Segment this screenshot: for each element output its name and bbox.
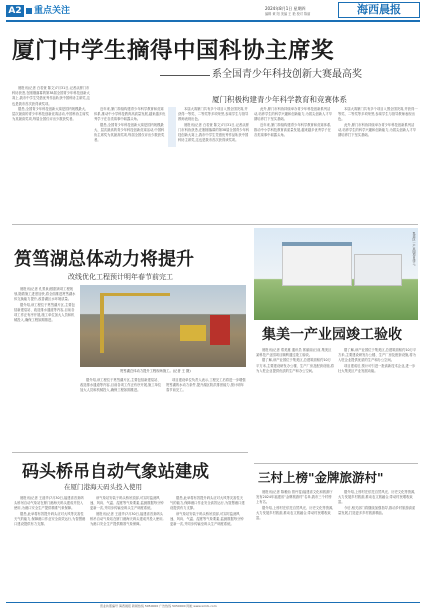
- building-roof-accent: [282, 242, 352, 246]
- footer-info: 营业执照编号 海西晨报 新闻热线 5050000 广告热线 5050000 网址 www.xmrb.com: [100, 604, 217, 608]
- excavator-shape: [180, 325, 206, 341]
- article5-col2: 据介绍,上榜村庄依托自然风光、历史文化等资源,大力发展乡村旅游,推动农文旅融合,带动村民增收致富。 今后,相关部门将继续加强指导,推动乡村旅游高质量发展,打造更多乡村旅游精品。: [338, 490, 416, 515]
- article1-col3: 本届大赛厦门共有多个项目入围全国决赛,并获得一等奖、二等奖等多项荣誉,参赛学生与指导教师表现出色。 晨报讯(记者 白若萱 陈文)7月31日,记者从厦门市科协获悉,在刚刚落幕的第38届全国青少年科技创新大赛上,我市中学生凭借优秀作品斩获中国科协主席奖,这也是我市首次获得该奖项。: [178, 107, 250, 143]
- article3-col1: 晨报讯(记者 王道华)7月30日,福建省首套码头桥吊自动气象站在厦门港海天码头建成并投入使用,为港口安全生产提供精准气象保障。 据悉,此举将有效提升码头应对大风等灾害性天气的能力,保障港口作业安全高效运行,为智慧港口建设提供有力支撑。: [14, 496, 86, 527]
- headline-lake-project: 筼筜湖总体动力将提升: [14, 249, 194, 270]
- date-line: 2024年8月1日 星期四: [265, 6, 306, 11]
- editor-line: 编辑 黄 阳 美编 王 艳 校对 陈丽: [265, 12, 311, 16]
- article2-col2: 据介绍,该工程位于筼筜湖片区,主要包括新建泵站、改造排水通道等内容,目前各项工作正有序开展,施工单位加大人员和机械投入,确保工程如期推进。: [80, 378, 162, 393]
- building-shape-2: [354, 254, 402, 286]
- article4-col2: 据了解,该产业园位于集美区,总建筑面积约10万平方米,主要建设研发办公楼、生产厂房及配套设施,将为入驻企业提供优质的生产和办公空间。 项目建成后,预计可引进一批高新技术企业,进一步壮大集美区产业发展动能。: [338, 348, 417, 373]
- machine-shape: [210, 315, 230, 345]
- article1-col5: 本届大赛厦门共有多个项目入围全国决赛,并获得一等奖、二等奖等多项荣誉,参赛学生与指导教师表现出色。 此外,厦门市科协持续举办青少年科技创新系列活动,培养学生的科学兴趣和创新能力,为拔尖创新人才早期培养打下坚实基础。: [338, 107, 418, 138]
- header-rule: [6, 20, 420, 22]
- photo-caption-lake: 筼筜湖总体动力提升工程现场施工。(记者 王 摄): [120, 369, 191, 373]
- article1-col2: 近年来,厦门持续构建青少年科学教育和竞赛体系,推动中小学科技教育高质量发展,越来越多优秀学子在各类赛事中崭露头角。 据悉,全国青少年科技创新大赛是国内规模最大、层次最高的青少年科技创新竞赛活动,中国科协主席奖为其最高奖项,每届全国仅评出少数获奖者。: [94, 107, 166, 143]
- crane-shape: [100, 293, 104, 353]
- deck-weather-station: 在厦门港海天码头投入使用: [64, 483, 142, 491]
- article1-divider: [12, 224, 418, 225]
- deck2-science-award: 厦门积极构建青少年科学教育和竞赛体系: [212, 95, 347, 104]
- section-marker-icon: [26, 8, 32, 14]
- article1-col4: 此外,厦门市科协持续举办青少年科技创新系列活动,培养学生的科学兴趣和创新能力,为拔尖创新人才早期培养打下坚实基础。 近年来,厦门持续构建青少年科学教育和竞赛体系,推动中小学科技教育高质量发展,越来越多优秀学子在各类赛事中崭露头角。: [254, 107, 332, 138]
- footer-rule: [6, 602, 420, 603]
- deck-rule: [160, 75, 210, 76]
- article5-col1: 晨报讯(记者 陈雅仙 曾丹雯)福建省文化和旅游厅发布2024年福建省“金牌旅游村”名单,我市三个村榜上有名。 据介绍,上榜村庄依托自然风光、历史文化等资源,大力发展乡村旅游,推动农文旅融合,带动村民增收致富。: [256, 490, 334, 521]
- section-title: 重点关注: [34, 6, 71, 16]
- article4-divider: [254, 463, 418, 464]
- article4-col1: 晨报讯(记者 郑美惠 通讯员 郭丽丽)日前,集美区某科技产业园项目顺利通过竣工验收。 据了解,该产业园位于集美区,总建筑面积约10万平方米,主要建设研发办公楼、生产厂房及配套设施,将为入驻企业提供优质的生产和办公空间。: [256, 348, 334, 373]
- photo-industrial-park: [254, 228, 418, 320]
- photo-caption-park: 集美区一产业园项目竣工。: [412, 232, 416, 268]
- article2-col1: 晨报讯(记者 孔景泉)根据该项工程规划,随着施工进度加快,将全面推进筼筜湖水体交换能力提升,改善湖区水环境质量。 据介绍,该工程位于筼筜湖片区,主要包括新建泵站、改造排水通道等内容,目前各项工作正有序开展,施工单位加大人员和机械投入,确保工程如期推进。: [14, 287, 76, 323]
- headline-tourism-villages: 三村上榜"金牌旅游村": [258, 470, 384, 485]
- headline-science-award: 厦门中学生摘得中国科协主席奖: [12, 38, 335, 64]
- building-shape-1: [282, 242, 352, 286]
- article2-col3: 项目建设单位负责人表示,工程完工后将进一步增强筼筜湖的水动力条件,提升湖区防洪排涝能力,预计明年春节前完工。: [166, 378, 246, 393]
- headline-weather-station: 码头桥吊自动气象站建成: [22, 462, 209, 482]
- deck-lake-project: 改线优化工程预计明年春节前完工: [68, 273, 173, 281]
- article1-side-tag: [168, 107, 176, 147]
- photo-lake-construction: [80, 285, 246, 367]
- headline-industrial-park: 集美一产业园竣工验收: [262, 327, 402, 343]
- article3-col3: 据悉,此举将有效提升码头应对大风等灾害性天气的能力,保障港口作业安全高效运行,为智慧港口建设提供有力支撑。 该气象站安装于码头桥吊顶部,可实时监测风速、风向、气温、湿度等气象要素,监测数据每分钟更新一次,并同步传输至码头生产调度系统。: [170, 496, 245, 527]
- article3-col2: 该气象站安装于码头桥吊顶部,可实时监测风速、风向、气温、湿度等气象要素,监测数据每分钟更新一次,并同步传输至码头生产调度系统。 晨报讯(记者 王道华)7月30日,福建省首套码头桥吊自动气象站在厦门港海天码头建成并投入使用,为港口安全生产提供精准气象保障。: [90, 496, 164, 527]
- deck-science-award: 系全国青少年科技创新大赛最高奖: [212, 69, 362, 80]
- newspaper-logo: 海西晨报: [338, 2, 420, 18]
- article2-divider: [12, 452, 248, 453]
- page-number-tag: A2: [6, 5, 24, 17]
- article1-col1: 晨报讯(记者 白若萱 陈文)7月31日,记者从厦门市科协获悉,在刚刚落幕的第38届全国青少年科技创新大赛上,我市中学生凭借优秀作品斩获中国科协主席奖,这也是我市首次获得该奖项。 据悉,全国青少年科技创新大赛是国内规模最大、层次最高的青少年科技创新竞赛活动,中国科协主席奖为其最高奖项,每届全国仅评出少数获奖者。: [12, 86, 90, 122]
- crane-arm: [100, 293, 170, 296]
